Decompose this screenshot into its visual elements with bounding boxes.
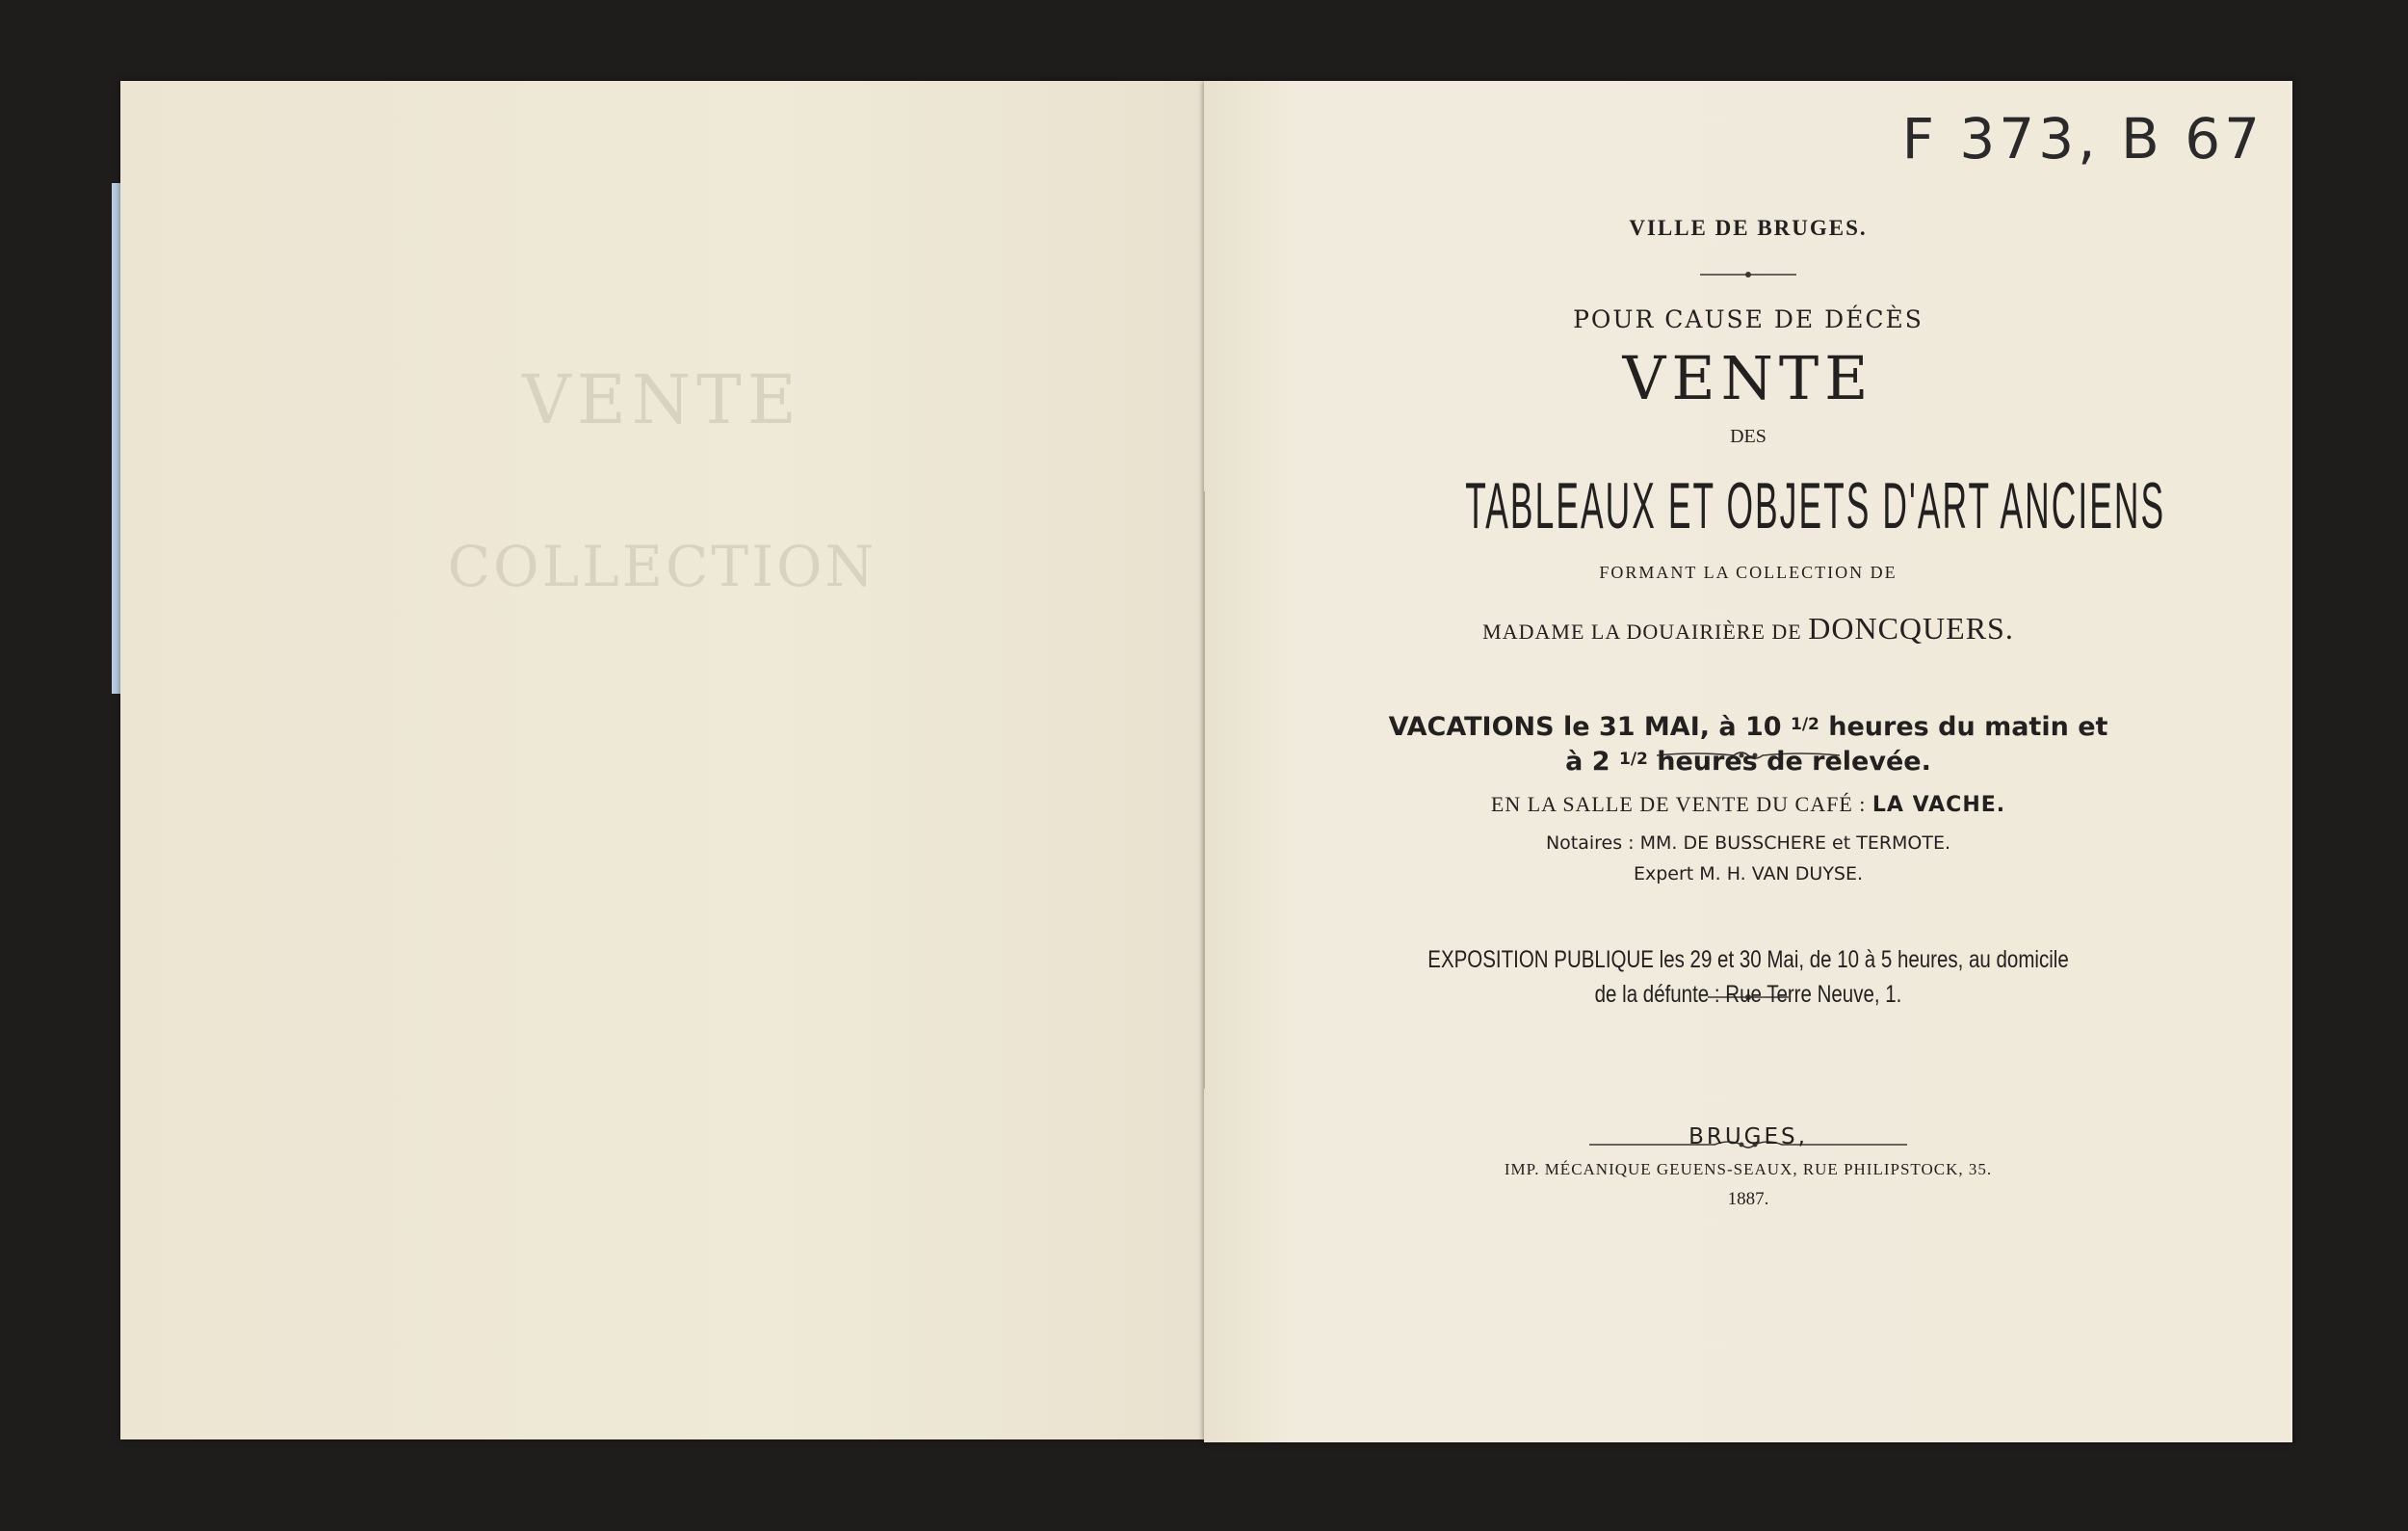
year-line: 1887. bbox=[1727, 1189, 1769, 1209]
small-ornament-divider bbox=[1700, 269, 1796, 280]
owner-prefix: MADAME LA DOUAIRIÈRE DE bbox=[1482, 620, 1802, 644]
cause-heading: POUR CAUSE DE DÉCÈS bbox=[1573, 305, 1924, 333]
printer-line: IMP. MÉCANIQUE GEUENS-SEAUX, RUE PHILIPSTOCK, 35. bbox=[1504, 1160, 1993, 1178]
vacations-line-1: VACATIONS le 31 MAI, à 10 $^{1/2}$ heures du matin et bbox=[1388, 712, 2108, 742]
sale-heading: VENTE bbox=[1622, 343, 1874, 413]
exhibition-line-2: de la défunte : Rue Terre Neuve, 1. bbox=[1594, 981, 1902, 1008]
main-title: TABLEAUX ET OBJETS D'ART ANCIENS bbox=[1465, 469, 2166, 542]
city-heading: VILLE DE BRUGES. bbox=[1629, 216, 1868, 240]
binding-stitch bbox=[1203, 491, 1205, 1089]
venue-name: LA VACHE. bbox=[1871, 793, 2006, 817]
des-line: DES bbox=[1730, 426, 1767, 447]
exhibition-line-1: EXPOSITION PUBLIQUE les 29 et 30 Mai, de 10 à 5 heures, au domicile bbox=[1427, 946, 2069, 973]
printer-city: BRUGES, bbox=[1688, 1124, 1808, 1149]
right-page bbox=[1204, 81, 2292, 1442]
bleed-through-title: VENTE bbox=[522, 360, 802, 439]
collection-line: FORMANT LA COLLECTION DE bbox=[1599, 563, 1898, 582]
notaries-line: Notaires : MM. DE BUSSCHERE et TERMOTE. bbox=[1545, 832, 1951, 854]
left-page bbox=[120, 81, 1204, 1439]
handwritten-catalog-reference: F 373, B 67 bbox=[1901, 106, 2264, 172]
owner-name: DONCQUERS. bbox=[1808, 611, 2014, 646]
bleed-through-subtitle: COLLECTION bbox=[447, 534, 877, 599]
venue-prefix: EN LA SALLE DE VENTE DU CAFÉ : bbox=[1490, 792, 1872, 816]
owner-line bbox=[1204, 611, 2292, 647]
vacations-line-2: à 2 $^{1/2}$ heures de relevée. bbox=[1565, 747, 1931, 777]
expert-line: Expert M. H. VAN DUYSE. bbox=[1633, 863, 1864, 884]
venue-line bbox=[1204, 792, 2292, 817]
